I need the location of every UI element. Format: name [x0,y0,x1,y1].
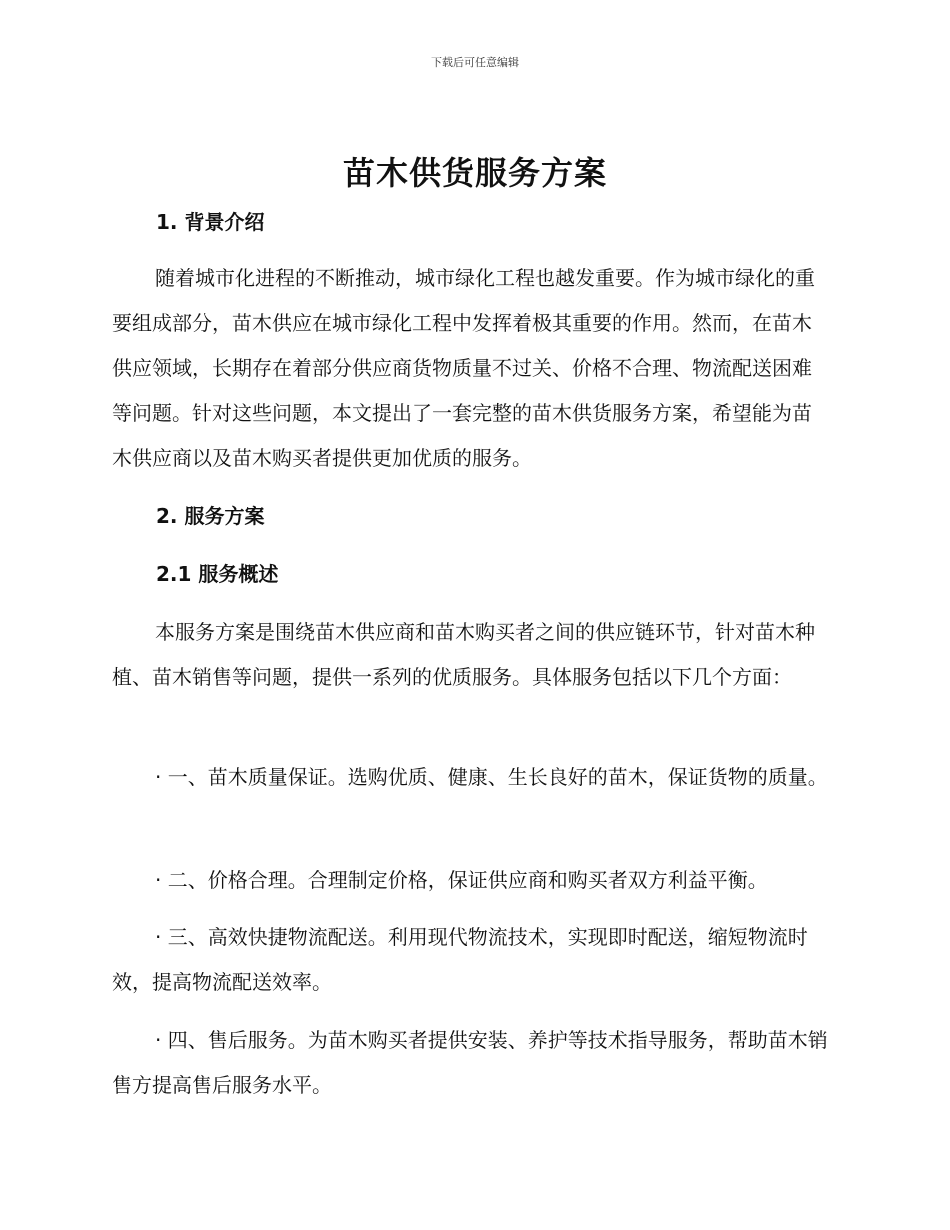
background-paragraph: 随着城市化进程的不断推动，城市绿化工程也越发重要。作为城市绿化的重要组成部分，苗木供应在城市绿化工程中发挥着极其重要的作用。然而，在苗木供应领域，长期存在着部分供应商货物质量不过关、价格不合理、物流配送困难等问题。针对这些问题，本文提出了一套完整的苗木供货服务方案，希望能为苗木供应商以及苗木购买者提供更加优质的服务。 [112,266,815,470]
bullet-item-quality: · 一、苗木质量保证。选购优质、健康、生长良好的苗木，保证货物的质量。 [155,765,828,789]
overview-paragraph: 本服务方案是围绕苗木供应商和苗木购买者之间的供应链环节，针对苗木种植、苗木销售等问题，提供一系列的优质服务。具体服务包括以下几个方面： [112,620,815,689]
bullet-item-logistics: · 三、高效快捷物流配送。利用现代物流技术，实现即时配送，缩短物流时效，提高物流配送效率。 [112,925,808,994]
page-header-note: 下载后可任意编辑 [431,56,519,69]
document-title: 苗木供货服务方案 [342,154,607,192]
subsection-heading-overview: 2.1 服务概述 [156,562,279,586]
section-heading-service-plan: 2. 服务方案 [156,504,265,528]
bullet-item-after-sales: · 四、售后服务。为苗木购买者提供安装、养护等技术指导服务，帮助苗木销售方提高售后服务水平。 [112,1028,828,1097]
bullet-item-price: · 二、价格合理。合理制定价格，保证供应商和购买者双方利益平衡。 [155,868,768,892]
section-heading-background: 1. 背景介绍 [156,210,265,234]
